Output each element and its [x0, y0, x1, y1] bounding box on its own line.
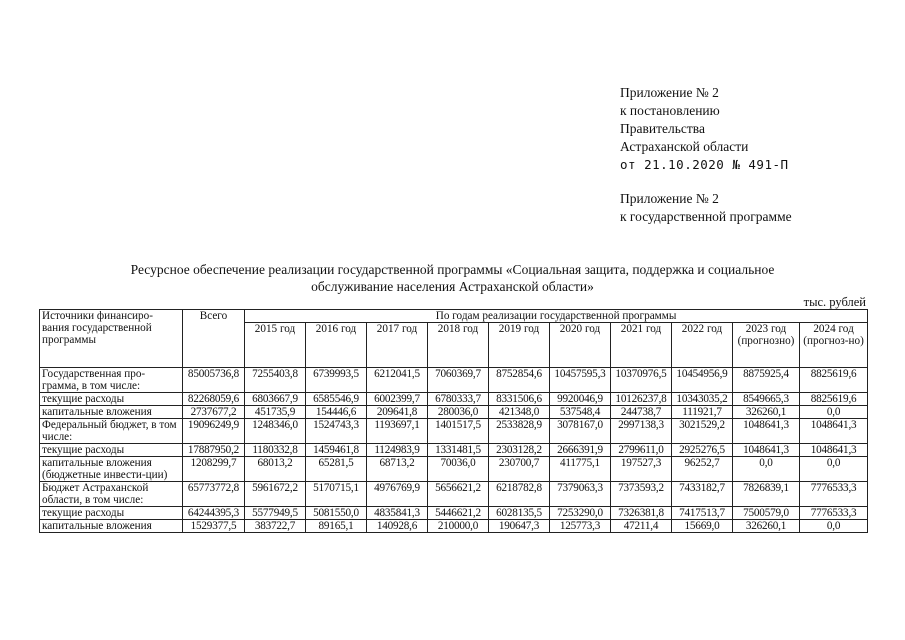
year-value-cell: 383722,7 — [245, 520, 306, 533]
row-label: капитальные вложения — [40, 406, 183, 419]
year-value-cell: 1048641,3 — [800, 419, 868, 444]
year-value-cell: 10370976,5 — [611, 368, 672, 393]
table-row — [40, 368, 868, 393]
year-value-cell: 0,0 — [800, 406, 868, 419]
header-source: Источники финансиро-вания государственной программы — [40, 310, 183, 368]
year-value-cell: 6585546,9 — [306, 393, 367, 406]
year-value-cell: 2533828,9 — [489, 419, 550, 444]
year-value-cell: 9920046,9 — [550, 393, 611, 406]
resource-table — [39, 309, 868, 533]
year-value-cell: 65281,5 — [306, 457, 367, 482]
year-value-cell: 154446,6 — [306, 406, 367, 419]
year-value-cell: 537548,4 — [550, 406, 611, 419]
year-value-cell: 68713,2 — [367, 457, 428, 482]
year-value-cell: 197527,3 — [611, 457, 672, 482]
year-value-cell: 125773,3 — [550, 520, 611, 533]
appendix-line: к постановлению — [620, 103, 720, 118]
program-appendix-title: Приложение № 2 — [620, 191, 719, 206]
year-value-cell: 89165,1 — [306, 520, 367, 533]
year-value-cell: 1180332,8 — [245, 444, 306, 457]
year-value-cell: 2997138,3 — [611, 419, 672, 444]
table-row — [40, 393, 868, 406]
year-value-cell: 4835841,3 — [367, 507, 428, 520]
header-years-group: По годам реализации государственной программы — [245, 310, 868, 323]
year-header: 2016 год — [306, 323, 367, 368]
year-value-cell: 7373593,2 — [611, 482, 672, 507]
row-label: капитальные вложения — [40, 520, 183, 533]
year-header: 2024 год (прогноз-но) — [800, 323, 868, 368]
total-cell: 64244395,3 — [183, 507, 245, 520]
appendix-line: Астраханской области — [620, 139, 749, 154]
year-value-cell: 1331481,5 — [428, 444, 489, 457]
year-header: 2017 год — [367, 323, 428, 368]
year-value-cell: 10343035,2 — [672, 393, 733, 406]
document-title — [40, 261, 865, 295]
year-value-cell: 6028135,5 — [489, 507, 550, 520]
title-line: Ресурсное обеспечение реализации государственной программы «Социальная защита, поддержка и социальное — [130, 262, 775, 277]
year-value-cell: 1048641,3 — [800, 444, 868, 457]
year-header: 2019 год — [489, 323, 550, 368]
year-value-cell: 6212041,5 — [367, 368, 428, 393]
year-value-cell: 96252,7 — [672, 457, 733, 482]
header-total: Всего — [183, 310, 245, 368]
year-value-cell: 7326381,8 — [611, 507, 672, 520]
year-value-cell: 326260,1 — [733, 520, 800, 533]
year-value-cell: 1124983,9 — [367, 444, 428, 457]
year-value-cell: 326260,1 — [733, 406, 800, 419]
year-value-cell: 5081550,0 — [306, 507, 367, 520]
year-value-cell: 0,0 — [800, 457, 868, 482]
year-value-cell: 8331506,6 — [489, 393, 550, 406]
appendix-block — [620, 84, 789, 174]
resolution-date: от 21.10.2020 № 491-П — [620, 157, 789, 172]
year-value-cell: 7379063,3 — [550, 482, 611, 507]
year-value-cell: 1524743,3 — [306, 419, 367, 444]
year-value-cell: 2303128,2 — [489, 444, 550, 457]
year-value-cell: 70036,0 — [428, 457, 489, 482]
year-value-cell: 411775,1 — [550, 457, 611, 482]
year-value-cell: 244738,7 — [611, 406, 672, 419]
year-value-cell: 7255403,8 — [245, 368, 306, 393]
year-value-cell: 6780333,7 — [428, 393, 489, 406]
year-value-cell: 10454956,9 — [672, 368, 733, 393]
total-cell: 2737677,2 — [183, 406, 245, 419]
year-value-cell: 47211,4 — [611, 520, 672, 533]
total-cell: 85005736,8 — [183, 368, 245, 393]
year-value-cell: 8752854,6 — [489, 368, 550, 393]
table-row — [40, 482, 868, 507]
row-label: Федеральный бюджет, в том числе: — [40, 419, 183, 444]
row-label: текущие расходы — [40, 393, 183, 406]
year-value-cell: 5170715,1 — [306, 482, 367, 507]
year-header: 2018 год — [428, 323, 489, 368]
year-value-cell: 6218782,8 — [489, 482, 550, 507]
year-value-cell: 209641,8 — [367, 406, 428, 419]
year-value-cell: 2666391,9 — [550, 444, 611, 457]
year-value-cell: 6002399,7 — [367, 393, 428, 406]
table-row — [40, 507, 868, 520]
row-label: Бюджет Астраханской области, в том числе: — [40, 482, 183, 507]
year-value-cell: 210000,0 — [428, 520, 489, 533]
table-row — [40, 419, 868, 444]
year-value-cell: 421348,0 — [489, 406, 550, 419]
table-row — [40, 520, 868, 533]
year-value-cell: 7253290,0 — [550, 507, 611, 520]
table-row — [40, 444, 868, 457]
title-line: обслуживание населения Астраханской области» — [311, 279, 594, 294]
year-value-cell: 8825619,6 — [800, 393, 868, 406]
year-value-cell: 7417513,7 — [672, 507, 733, 520]
year-value-cell: 2925276,5 — [672, 444, 733, 457]
total-cell: 17887950,2 — [183, 444, 245, 457]
year-value-cell: 3078167,0 — [550, 419, 611, 444]
year-value-cell: 111921,7 — [672, 406, 733, 419]
year-value-cell: 7826839,1 — [733, 482, 800, 507]
row-label: текущие расходы — [40, 444, 183, 457]
year-value-cell: 280036,0 — [428, 406, 489, 419]
year-value-cell: 5656621,2 — [428, 482, 489, 507]
year-value-cell: 10457595,3 — [550, 368, 611, 393]
year-value-cell: 5446621,2 — [428, 507, 489, 520]
year-value-cell: 1048641,3 — [733, 419, 800, 444]
appendix-title: Приложение № 2 — [620, 85, 719, 100]
year-value-cell: 8825619,6 — [800, 368, 868, 393]
year-value-cell: 3021529,2 — [672, 419, 733, 444]
year-value-cell: 190647,3 — [489, 520, 550, 533]
year-header: 2020 год — [550, 323, 611, 368]
year-value-cell: 1248346,0 — [245, 419, 306, 444]
year-header: 2023 год (прогнозно) — [733, 323, 800, 368]
year-value-cell: 6739993,5 — [306, 368, 367, 393]
total-cell: 82268059,6 — [183, 393, 245, 406]
appendix-line: Правительства — [620, 121, 705, 136]
row-label: капитальные вложения (бюджетные инвести-ции) — [40, 457, 183, 482]
total-cell: 65773772,8 — [183, 482, 245, 507]
year-value-cell: 1193697,1 — [367, 419, 428, 444]
year-value-cell: 1401517,5 — [428, 419, 489, 444]
row-label: Государственная про-грамма, в том числе: — [40, 368, 183, 393]
year-value-cell: 8875925,4 — [733, 368, 800, 393]
year-value-cell: 7776533,3 — [800, 482, 868, 507]
year-value-cell: 7433182,7 — [672, 482, 733, 507]
year-value-cell: 2799611,0 — [611, 444, 672, 457]
year-value-cell: 4976769,9 — [367, 482, 428, 507]
year-value-cell: 7060369,7 — [428, 368, 489, 393]
year-value-cell: 7776533,3 — [800, 507, 868, 520]
total-cell: 1208299,7 — [183, 457, 245, 482]
program-appendix-line: к государственной программе — [620, 209, 792, 224]
table-row — [40, 406, 868, 419]
year-value-cell: 68013,2 — [245, 457, 306, 482]
year-value-cell: 7500579,0 — [733, 507, 800, 520]
year-value-cell: 5577949,5 — [245, 507, 306, 520]
year-value-cell: 140928,6 — [367, 520, 428, 533]
year-header: 2015 год — [245, 323, 306, 368]
year-value-cell: 15669,0 — [672, 520, 733, 533]
row-label: текущие расходы — [40, 507, 183, 520]
year-value-cell: 0,0 — [733, 457, 800, 482]
year-value-cell: 1459461,8 — [306, 444, 367, 457]
year-value-cell: 1048641,3 — [733, 444, 800, 457]
year-value-cell: 6803667,9 — [245, 393, 306, 406]
year-value-cell: 0,0 — [800, 520, 868, 533]
program-appendix-block — [620, 190, 792, 226]
total-cell: 1529377,5 — [183, 520, 245, 533]
year-value-cell: 230700,7 — [489, 457, 550, 482]
year-header: 2022 год — [672, 323, 733, 368]
year-value-cell: 451735,9 — [245, 406, 306, 419]
year-value-cell: 8549665,3 — [733, 393, 800, 406]
units-label: тыс. рублей — [803, 295, 866, 309]
table-row — [40, 457, 868, 482]
total-cell: 19096249,9 — [183, 419, 245, 444]
year-value-cell: 10126237,8 — [611, 393, 672, 406]
year-value-cell: 5961672,2 — [245, 482, 306, 507]
year-header: 2021 год — [611, 323, 672, 368]
